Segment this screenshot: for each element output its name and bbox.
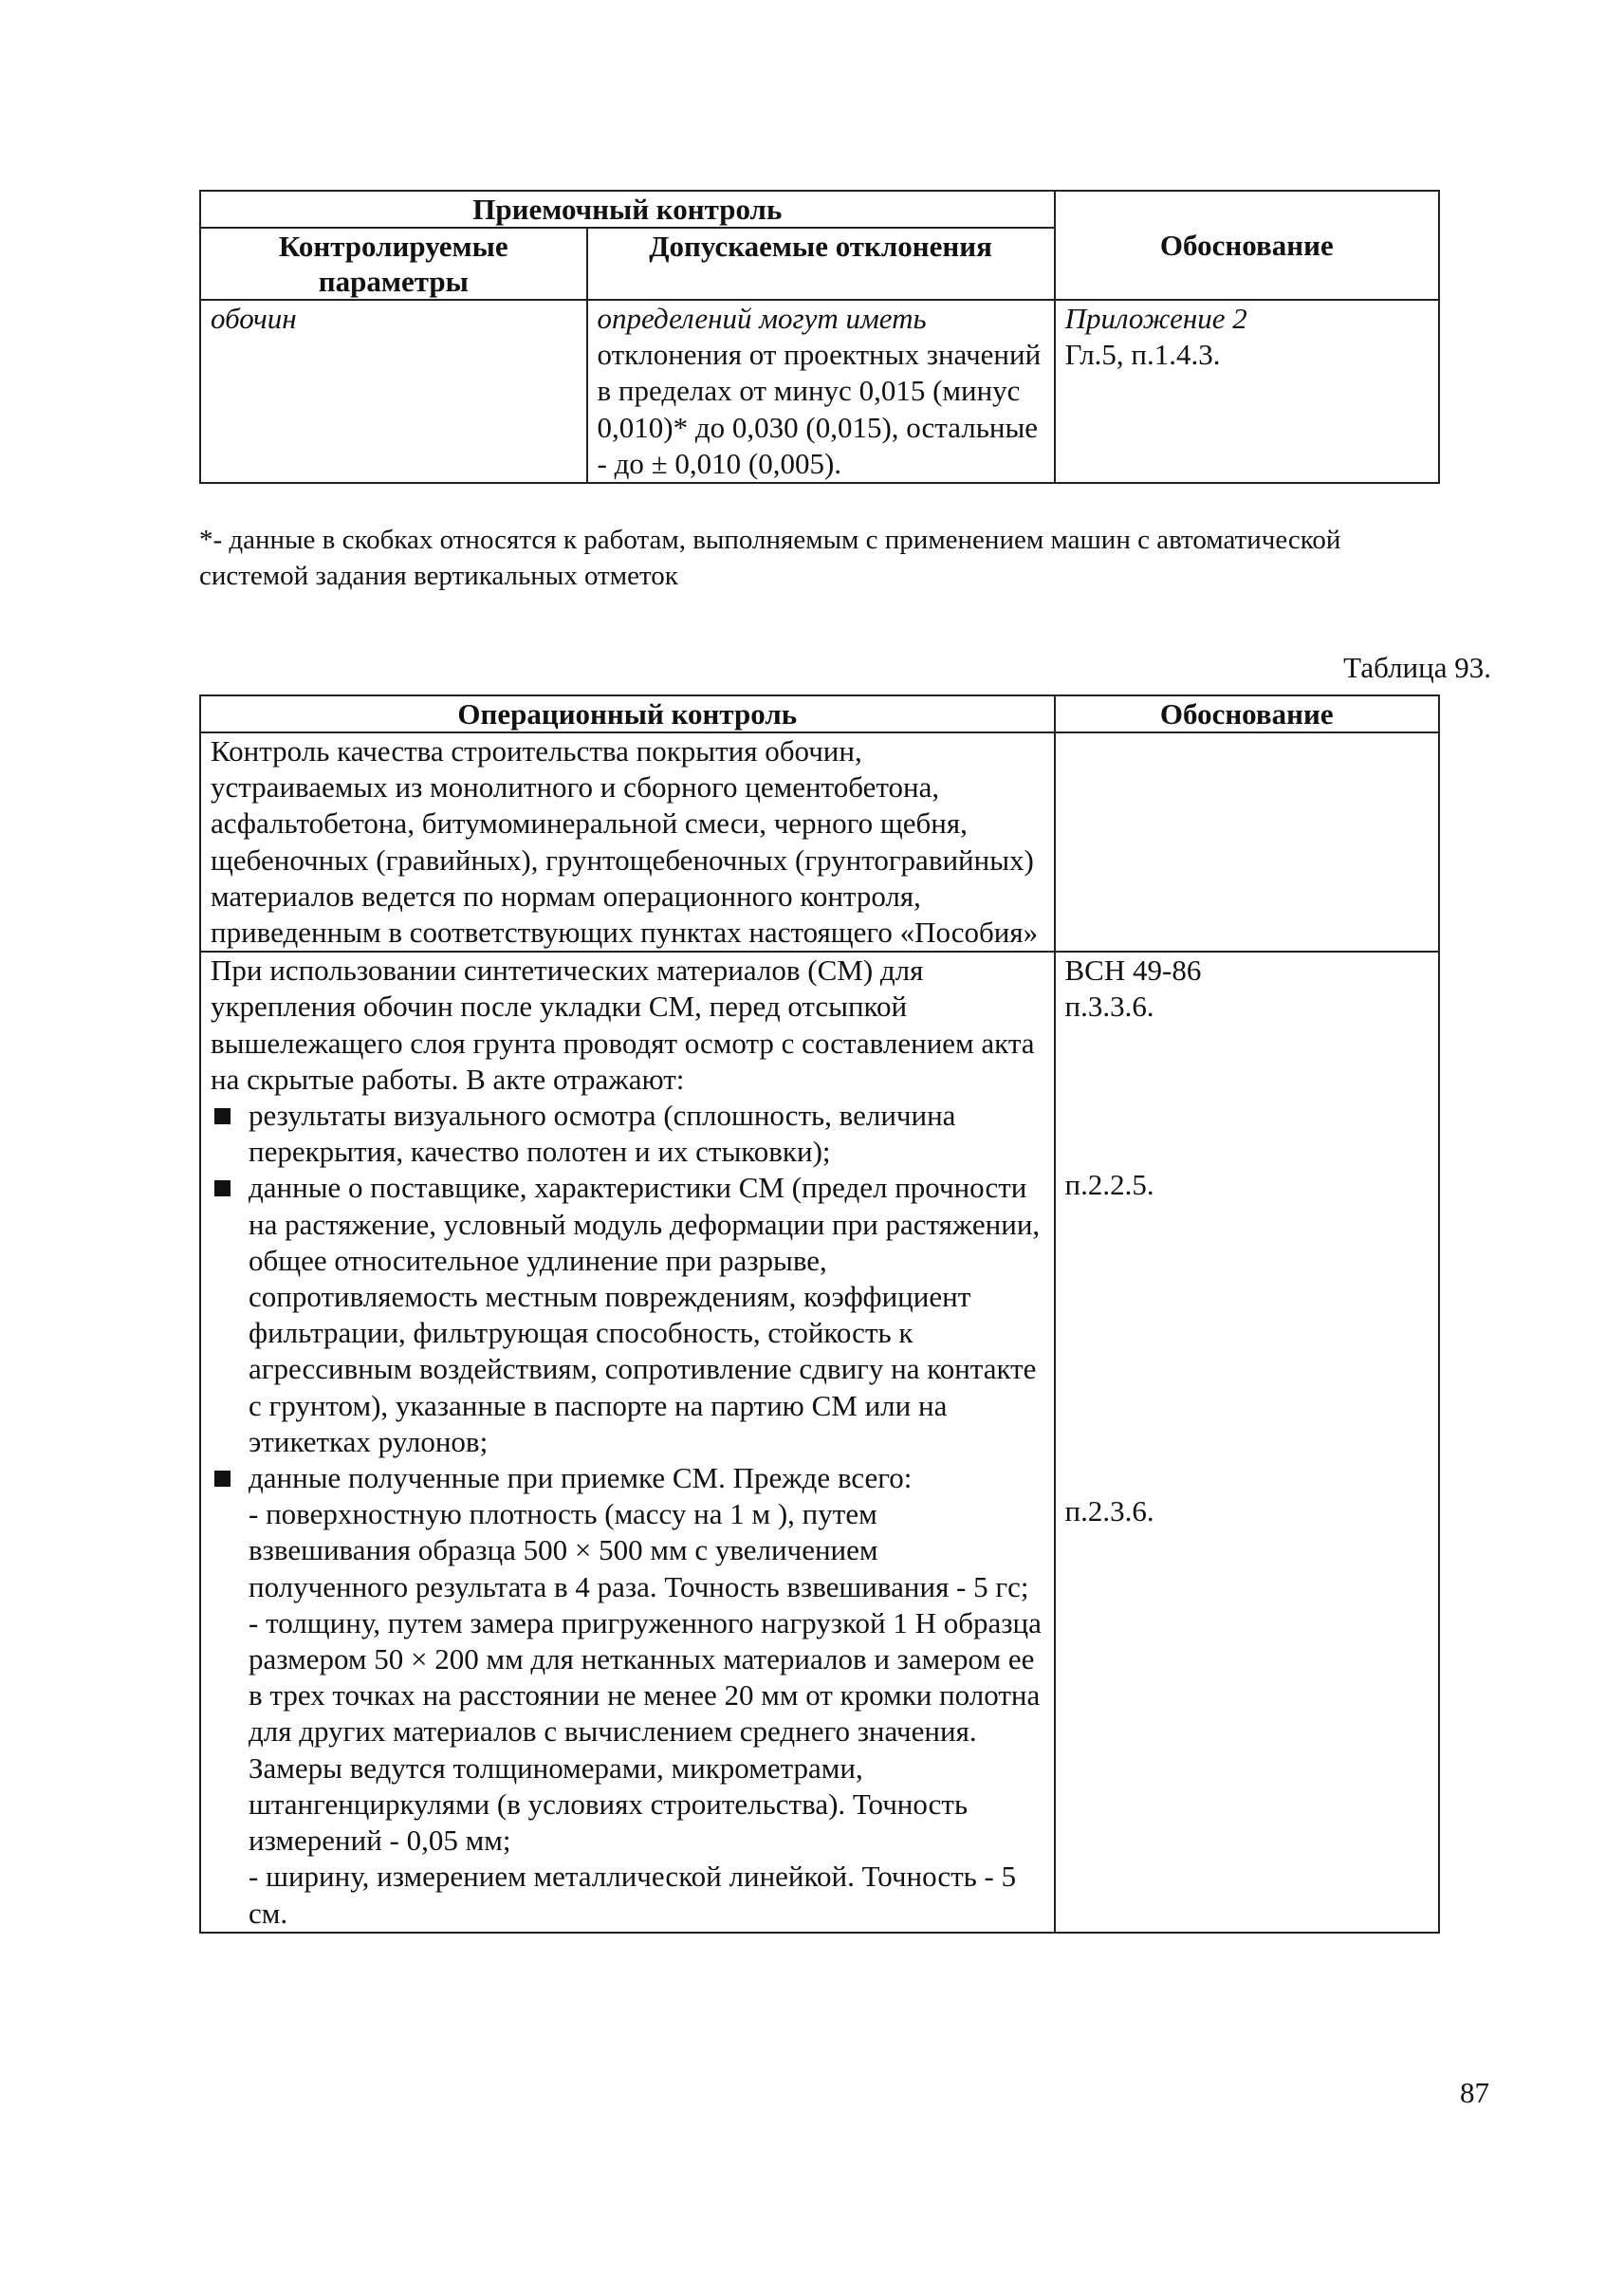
sublist-item: - ширину, измерением металлической линейкой. Точность - 5 см. <box>249 1860 1017 1930</box>
tolerance-text: отклонения от проектных значений в пределах от минус 0,015 (минус 0,010)* до 0,030 (0,015), остальные - до ± 0,010 (0,005). <box>597 338 1042 480</box>
controlled-parameters-header: Контролируемые параметры <box>200 228 587 300</box>
synthetic-materials-basis-cell <box>1055 952 1440 1932</box>
parameter-cell: обочин <box>200 300 587 483</box>
tolerance-cell <box>587 300 1055 483</box>
synthetic-materials-cell <box>200 952 1055 1932</box>
list-item: результаты визуального осмотра (сплошность, величина перекрытия, качество полотен и их стыковки); <box>211 1098 1044 1170</box>
basis-clause-336: п.3.3.6. <box>1064 990 1154 1024</box>
table-caption: Таблица 93. <box>1343 651 1491 684</box>
tolerance-italic-text: определений могут иметь <box>597 302 927 335</box>
acceptance-sublist <box>211 1496 1044 1931</box>
allowed-deviations-header: Допускаемые отклонения <box>587 228 1055 300</box>
list-item: данные о поставщике, характеристики СМ (предел прочности на растяжение, условный модуль деформации при растяжении, общее относительное удлинение при разрыве, сопротивляемость местным повреждениям, коэффициент фильтрации, фильтрующая способность, стойкость к агрессивным воздействиям, сопротивление сдвигу на контакте с грунтом), указанные в паспорте на партию СМ или на этикетках рулонов; <box>211 1170 1044 1460</box>
operational-control-table <box>199 694 1440 1934</box>
footnote: *- данные в скобках относятся к работам, выполняемым с применением машин с автоматической системой задания вертикальных отметок <box>199 525 1341 591</box>
operational-control-header: Операционный контроль <box>200 695 1055 732</box>
square-bullet-icon <box>214 1180 231 1196</box>
sublist-item: - поверхностную плотность (массу на 1 м ), путем взвешивания образца 500 × 500 мм с увеличением полученного результата в 4 раза. Точность взвешивания - 5 гс; <box>249 1497 1029 1603</box>
basis-vsn: ВСН 49-86 <box>1064 954 1202 988</box>
synthetic-materials-intro: При использовании синтетических материалов (СМ) для укрепления обочин после укладки СМ, перед отсыпкой вышележащего слоя грунта проводят осмотр с составлением акта на скрытые работы. В акте отражают: <box>211 954 1035 1096</box>
general-control-cell: Контроль качества строительства покрытия обочин, устраиваемых из монолитного и сборного цементобетона, асфальтобетона, битумоминеральной смеси, черного щебня, щебеночных (гравийных), грунтощебеночных (грунтогравийных) материалов ведется по нормам операционного контроля, приведенным в соответствующих пунктах настоящего «Пособия» <box>200 732 1055 952</box>
basis-clause-236: п.2.3.6. <box>1064 1494 1154 1528</box>
basis-chapter: Гл.5, п.1.4.3. <box>1064 338 1221 372</box>
square-bullet-icon <box>214 1108 231 1124</box>
general-control-basis-cell <box>1055 732 1440 952</box>
page-number: 87 <box>1460 2076 1489 2109</box>
list-item: данные полученные при приемке СМ. Прежде всего: <box>211 1460 1044 1496</box>
basis-clause-225: п.2.2.5. <box>1064 1168 1154 1202</box>
acceptance-control-header: Приемочный контроль <box>200 191 1055 228</box>
inspection-list <box>211 1098 1044 1496</box>
sublist-item: - толщину, путем замера пригруженного нагрузкой 1 Н образца размером 50 × 200 мм для нетканных материалов и замером ее в трех точках на расстоянии не менее 20 мм от кромки полотна для других материалов с вычислением среднего значения. Замеры ведутся толщиномерами, микрометрами, штангенциркулями (в условиях строительства). Точность измерений - 0,05 мм; <box>249 1605 1042 1858</box>
basis-header: Обоснование <box>1055 191 1439 300</box>
basis-appendix: Приложение 2 <box>1064 302 1247 335</box>
acceptance-control-table <box>199 190 1440 484</box>
square-bullet-icon <box>214 1471 231 1487</box>
basis-header-2: Обоснование <box>1055 695 1440 732</box>
basis-cell <box>1055 300 1439 483</box>
